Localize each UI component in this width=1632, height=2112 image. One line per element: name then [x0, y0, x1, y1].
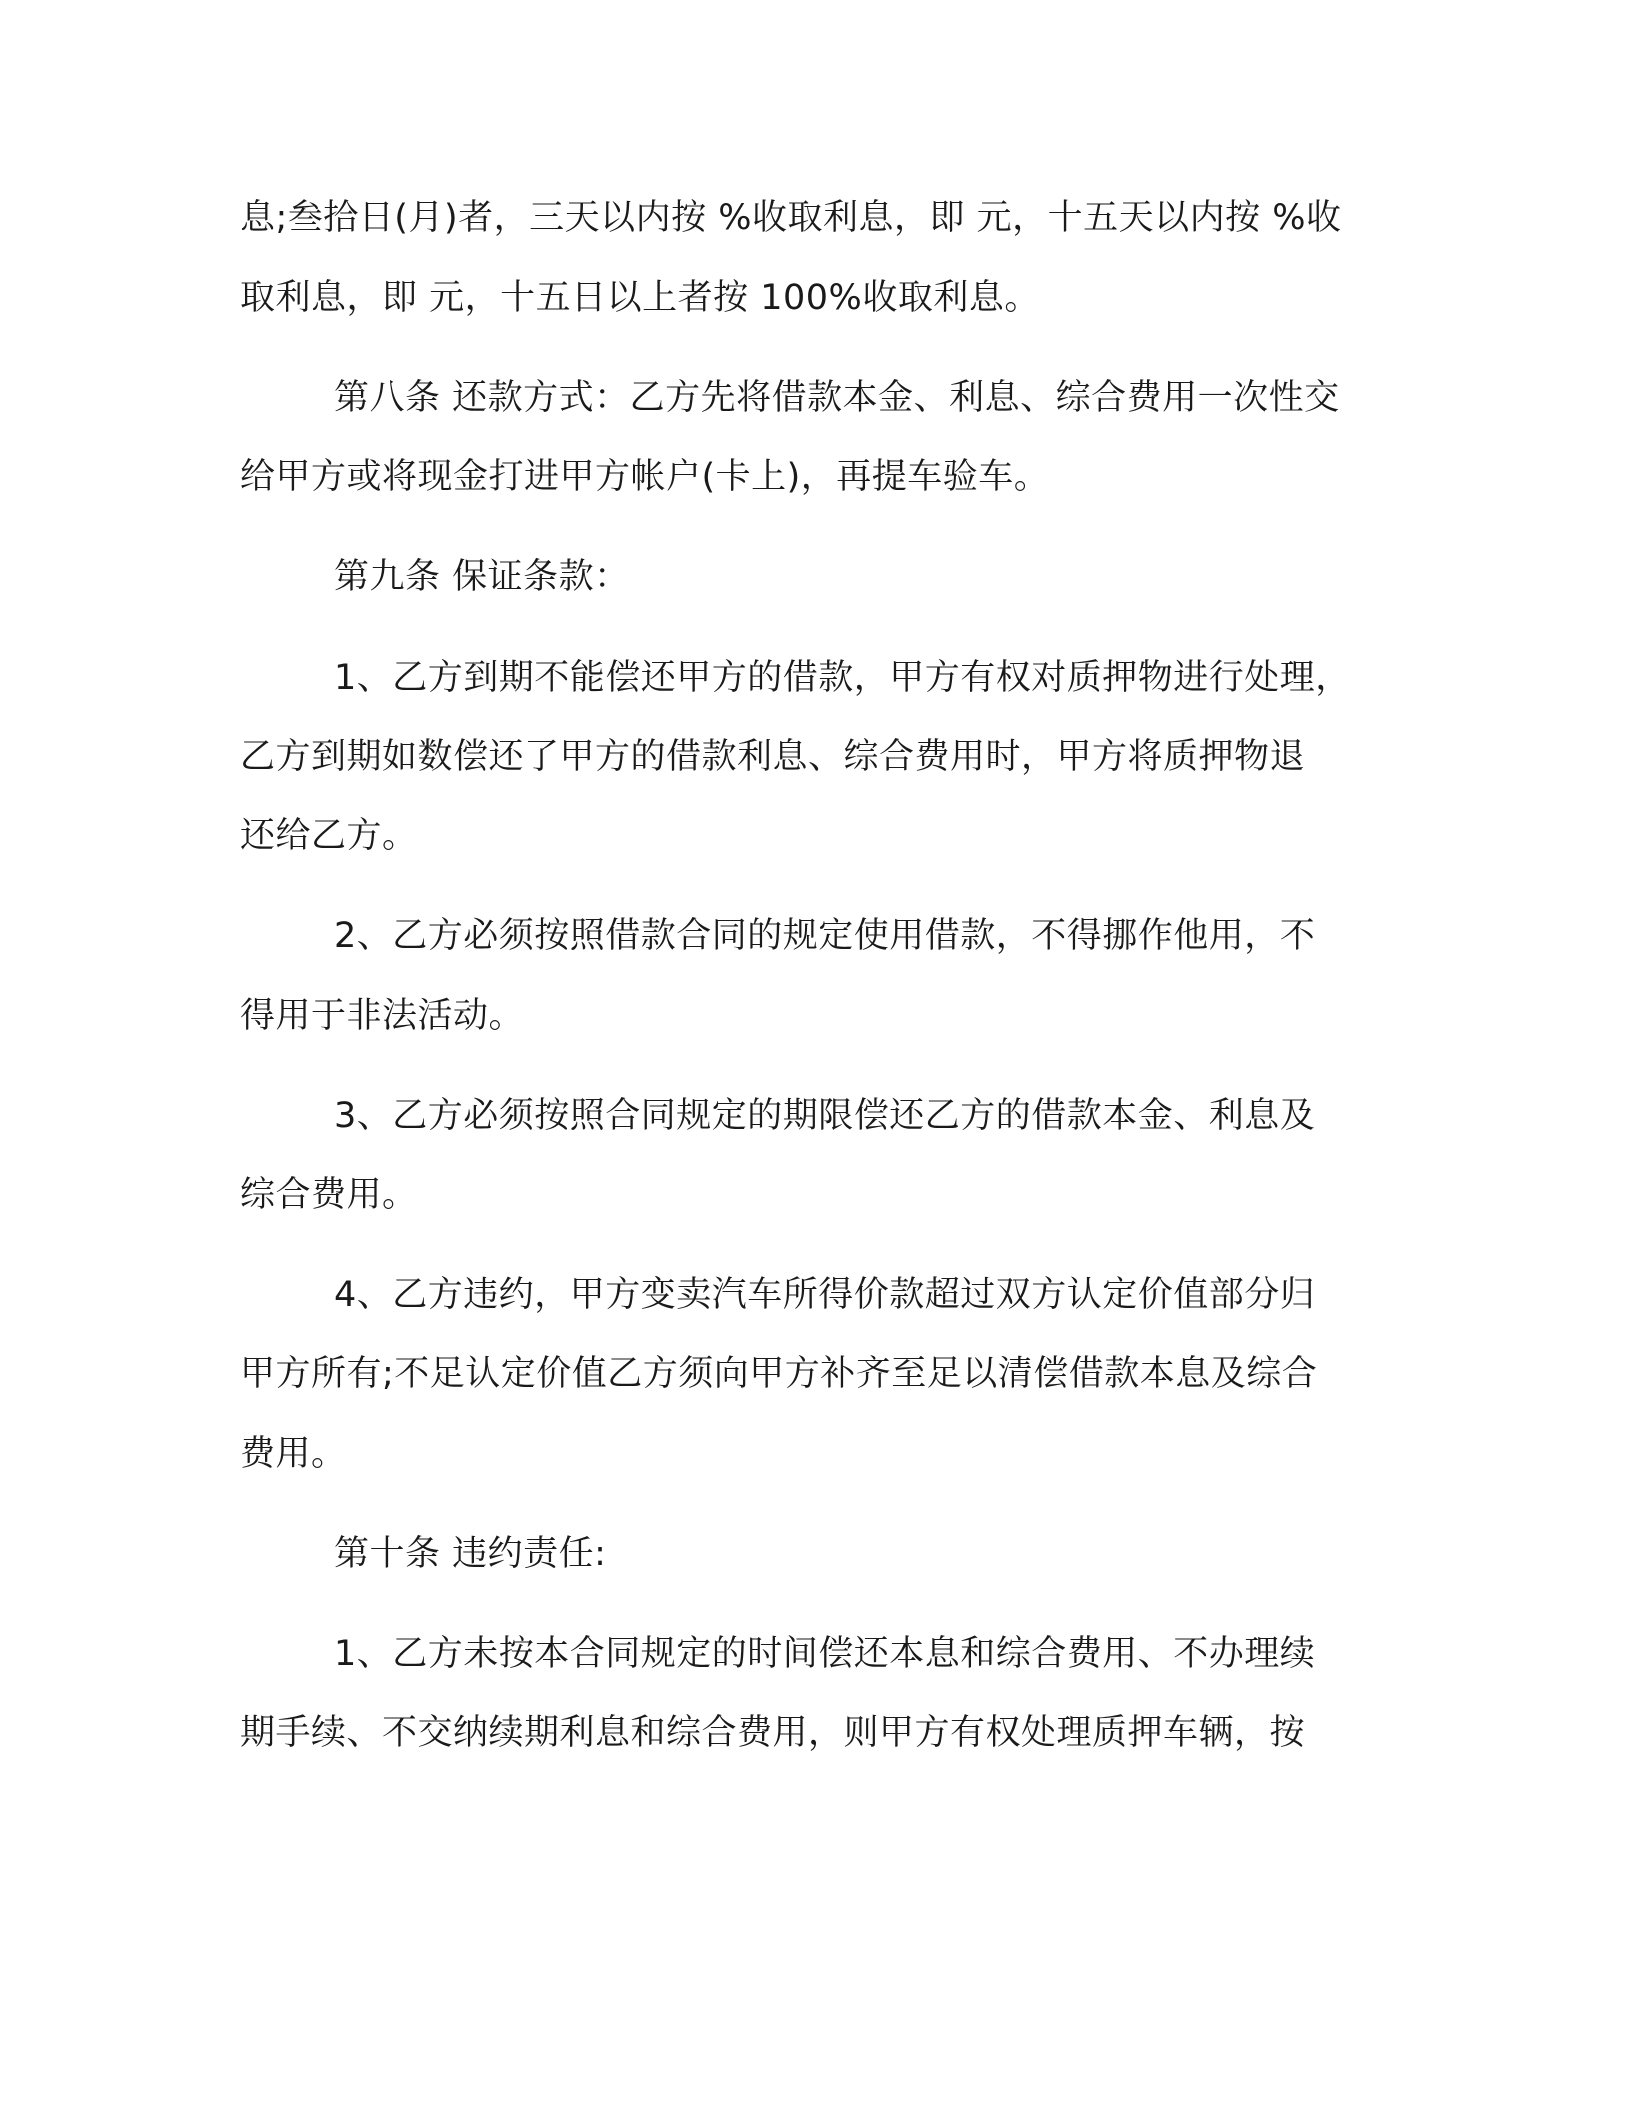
clause-9-1: 1、乙方到期不能偿还甲方的借款，甲方有权对质押物进行处理，	[334, 658, 1351, 698]
article-9-heading: 第九条 保证条款：	[334, 557, 630, 597]
text-line: 给甲方或将现金打进甲方帐户(卡上)，再提车验车。	[240, 457, 1050, 497]
text-line: 得用于非法活动。	[240, 996, 525, 1036]
text-line: 乙方到期如数偿还了甲方的借款利息、综合费用时，甲方将质押物退	[240, 737, 1306, 777]
text-line: 期手续、不交纳续期利息和综合费用，则甲方有权处理质押车辆，按	[240, 1713, 1306, 1753]
text-line: 还给乙方。	[240, 816, 418, 856]
clause-10-1: 1、乙方未按本合同规定的时间偿还本息和综合费用、不办理续	[334, 1634, 1316, 1674]
text-line: 综合费用。	[240, 1175, 418, 1215]
text-line: 甲方所有;不足认定价值乙方须向甲方补齐至足以清偿借款本息及综合	[240, 1354, 1318, 1394]
clause-9-2: 2、乙方必须按照借款合同的规定使用借款，不得挪作他用，不	[334, 916, 1316, 956]
article-10-heading: 第十条 违约责任:	[334, 1534, 607, 1574]
text-line: 费用。	[240, 1434, 347, 1474]
text-line: 息;叁拾日(月)者，三天以内按 %收取利息，即 元，十五天以内按 %收	[240, 198, 1342, 238]
clause-9-3: 3、乙方必须按照合同规定的期限偿还乙方的借款本金、利息及	[334, 1096, 1316, 1136]
clause-9-4: 4、乙方违约，甲方变卖汽车所得价款超过双方认定价值部分归	[334, 1275, 1316, 1315]
text-line: 取利息，即 元，十五日以上者按 100%收取利息。	[240, 278, 1040, 318]
article-8-heading: 第八条 还款方式：乙方先将借款本金、利息、综合费用一次性交	[334, 378, 1340, 418]
